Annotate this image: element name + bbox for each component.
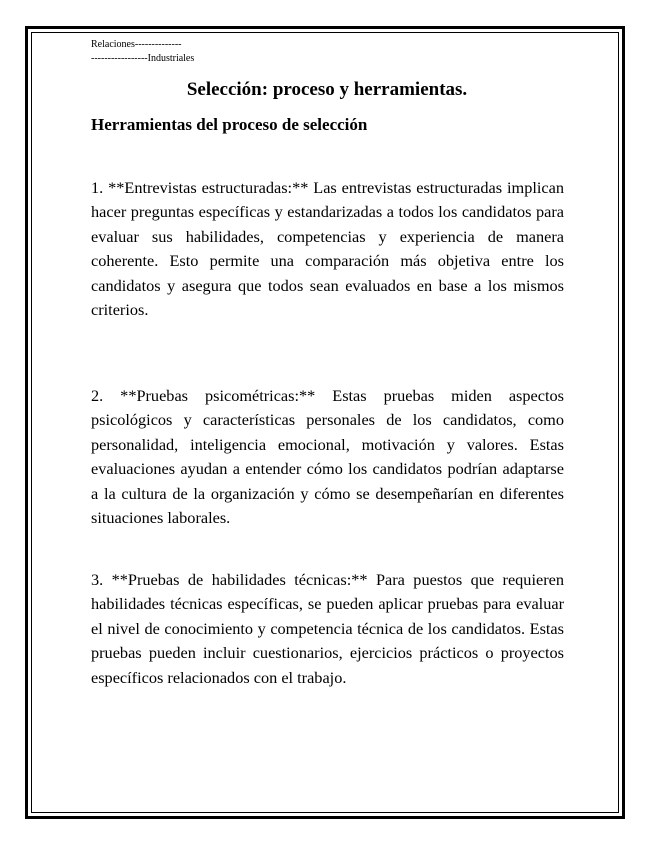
header-line-1: Relaciones-------------- bbox=[91, 39, 182, 50]
paragraph-pruebas-tecnicas: 3. **Pruebas de habilidades técnicas:** Para puestos que requieren habilidades técnicas específicas, se pueden aplicar pruebas para evaluar el nivel de conocimiento y competencia técnica de los candidatos. Estas pruebas pueden incluir cuestionarios, ejercicios prácticos o proyectos específicos relacionados con el trabajo. bbox=[91, 570, 564, 687]
paragraph-entrevistas: 1. **Entrevistas estructuradas:** Las entrevistas estructuradas implican hacer preguntas específicas y estandarizadas a todos los candidatos para evaluar sus habilidades, competencias y experiencia de manera coherente. Esto permite una comparación más objetiva entre los candidatos y asegura que todos sean evaluados en base a los mismos criterios. bbox=[91, 178, 564, 320]
document-title: Selección: proceso y herramientas. bbox=[186, 79, 468, 100]
section-heading: Herramientas del proceso de selección bbox=[91, 115, 368, 134]
paragraph-pruebas-psicometricas: 2. **Pruebas psicométricas:** Estas pruebas miden aspectos psicológicos y características personales de los candidatos, como personalidad, inteligencia emocional, motivación y valores. Estas evaluaciones ayudan a entender cómo los candidatos podrían adaptarse a la cultura de la organización y cómo se desempeñarían en diferentes situaciones laborales. bbox=[91, 386, 564, 528]
header-line-2: -----------------Industriales bbox=[91, 53, 195, 64]
page-header bbox=[91, 38, 194, 66]
